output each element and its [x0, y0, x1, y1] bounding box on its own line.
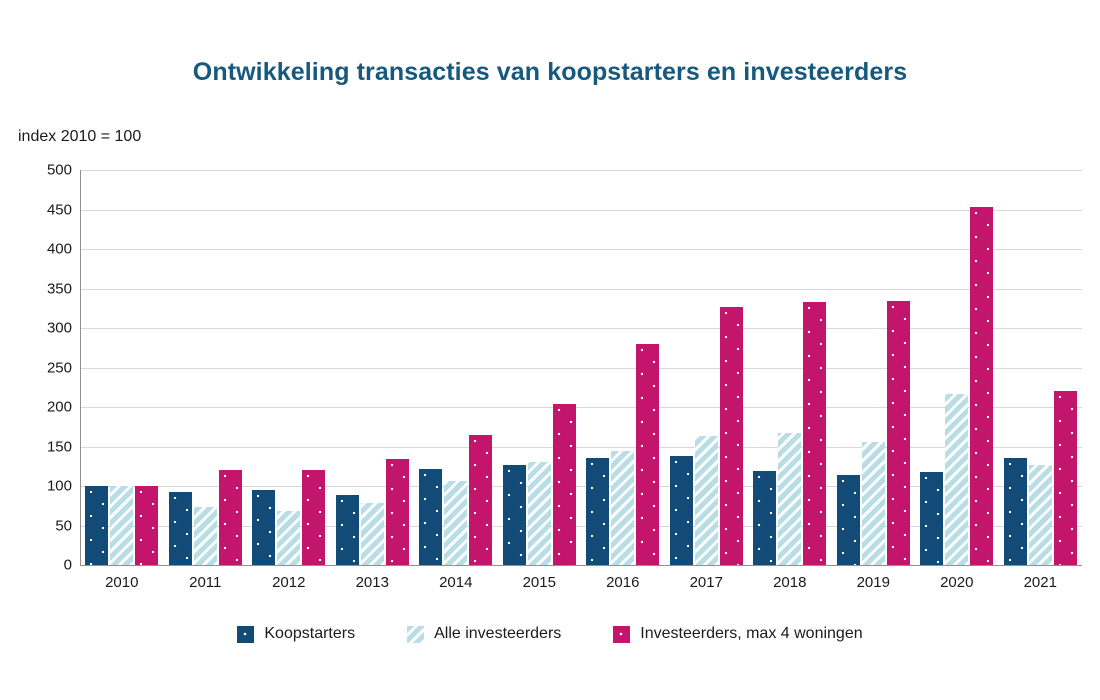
- y-axis-tick: 100: [46, 477, 72, 495]
- bar-investeerders[interactable]: [219, 470, 242, 565]
- y-axis-tick: 200: [46, 398, 72, 416]
- bar-group: [164, 170, 248, 591]
- bar-group: [915, 170, 999, 591]
- bars: [414, 170, 498, 565]
- bar-investeerders[interactable]: [386, 459, 409, 565]
- bars: [498, 170, 582, 565]
- bar-alle[interactable]: [110, 486, 133, 565]
- x-axis-tick: 2011: [189, 574, 222, 591]
- bar-investeerders[interactable]: [887, 301, 910, 565]
- bar-investeerders[interactable]: [135, 486, 158, 565]
- x-axis-tick: 2019: [856, 574, 890, 591]
- grid-area: [80, 170, 1082, 591]
- y-axis-tick: 300: [46, 319, 72, 337]
- bar-investeerders[interactable]: [1054, 391, 1077, 565]
- bar-alle[interactable]: [862, 442, 885, 565]
- bar-investeerders[interactable]: [469, 435, 492, 565]
- legend-label: Investeerders, max 4 woningen: [640, 625, 863, 642]
- bar-alle[interactable]: [1029, 465, 1052, 565]
- x-axis-tick: 2017: [689, 574, 723, 591]
- bar-investeerders[interactable]: [302, 470, 325, 565]
- y-axis-tick: 150: [46, 438, 72, 455]
- legend-swatch-koopstarters: [237, 626, 254, 643]
- legend-swatch-investeerders: [613, 626, 630, 643]
- y-axis-tick: 0: [63, 556, 72, 574]
- bars: [832, 170, 916, 565]
- y-axis-tick: 400: [46, 240, 72, 258]
- bar-alle[interactable]: [945, 394, 968, 565]
- bar-alle[interactable]: [361, 503, 384, 565]
- bar-alle[interactable]: [277, 511, 300, 566]
- bar-groups: [80, 170, 1082, 591]
- y-axis-tick: 500: [46, 161, 72, 179]
- chart-title: Ontwikkeling transacties van koopstarters en investeerders: [192, 58, 908, 86]
- bar-group: [748, 170, 832, 591]
- legend-swatch-alle: [407, 626, 424, 643]
- y-axis-tick: 50: [55, 517, 72, 534]
- x-axis-tick: 2013: [355, 574, 389, 591]
- x-axis-tick: 2018: [773, 574, 807, 591]
- bar-alle[interactable]: [444, 481, 467, 565]
- chart-legend: [0, 625, 1100, 643]
- bar-koopstarters[interactable]: [920, 472, 943, 565]
- bar-group: [331, 170, 415, 591]
- bar-koopstarters[interactable]: [586, 458, 609, 565]
- legend-item-alle[interactable]: [407, 625, 561, 643]
- x-axis-tick: 2010: [105, 574, 139, 591]
- axis-baseline: [80, 565, 1082, 566]
- bar-group: [247, 170, 331, 591]
- bar-group: [665, 170, 749, 591]
- bar-koopstarters[interactable]: [503, 465, 526, 565]
- bar-alle[interactable]: [528, 462, 551, 565]
- bar-group: [832, 170, 916, 591]
- bars: [331, 170, 415, 565]
- x-axis-tick: 2012: [272, 574, 306, 591]
- plot-area: [18, 161, 1082, 591]
- x-axis-tick: 2014: [439, 574, 473, 591]
- y-axis-labels: [18, 161, 80, 574]
- bar-investeerders[interactable]: [970, 207, 993, 565]
- bars: [581, 170, 665, 565]
- bar-investeerders[interactable]: [803, 302, 826, 565]
- x-axis-tick: 2015: [522, 574, 556, 591]
- x-axis-tick: 2020: [940, 574, 974, 591]
- y-axis-tick: 450: [46, 201, 72, 218]
- bar-koopstarters[interactable]: [1004, 458, 1027, 565]
- bar-koopstarters[interactable]: [670, 456, 693, 565]
- x-axis-tick: 2016: [606, 574, 640, 591]
- bars: [748, 170, 832, 565]
- y-axis-tick: 250: [46, 359, 72, 376]
- bars: [665, 170, 749, 565]
- bar-investeerders[interactable]: [636, 344, 659, 565]
- bar-koopstarters[interactable]: [252, 490, 275, 565]
- bar-alle[interactable]: [194, 507, 217, 565]
- legend-item-investeerders[interactable]: [613, 625, 862, 643]
- bar-koopstarters[interactable]: [169, 492, 192, 565]
- index-note: index 2010 = 100: [18, 128, 142, 145]
- legend-item-koopstarters[interactable]: [237, 625, 355, 643]
- bar-alle[interactable]: [695, 436, 718, 565]
- bar-group: [581, 170, 665, 591]
- bar-koopstarters[interactable]: [336, 495, 359, 565]
- bar-group: [414, 170, 498, 591]
- x-axis-tick: 2021: [1023, 574, 1057, 591]
- bar-koopstarters[interactable]: [419, 469, 442, 565]
- bar-group: [999, 170, 1083, 591]
- bars: [999, 170, 1083, 565]
- bar-koopstarters[interactable]: [753, 471, 776, 565]
- bars: [247, 170, 331, 565]
- bar-group: [80, 170, 164, 591]
- bar-koopstarters[interactable]: [85, 486, 108, 565]
- bar-alle[interactable]: [778, 433, 801, 565]
- y-axis-tick: 350: [46, 280, 72, 297]
- bars: [164, 170, 248, 565]
- bar-investeerders[interactable]: [553, 404, 576, 565]
- bars: [915, 170, 999, 565]
- bar-group: [498, 170, 582, 591]
- bar-koopstarters[interactable]: [837, 475, 860, 565]
- legend-label: Alle investeerders: [434, 625, 562, 642]
- bar-investeerders[interactable]: [720, 307, 743, 565]
- bars: [80, 170, 164, 565]
- bar-alle[interactable]: [611, 451, 634, 565]
- legend-label: Koopstarters: [264, 625, 356, 642]
